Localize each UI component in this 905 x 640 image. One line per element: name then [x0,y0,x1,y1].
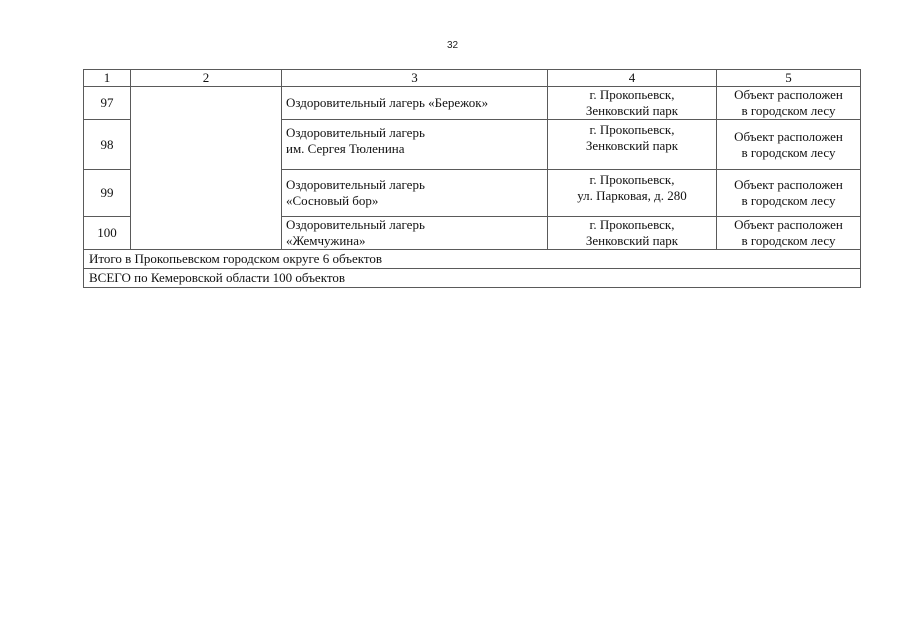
object-name [282,170,548,217]
object-note [717,217,861,250]
object-name [282,87,548,120]
object-name-line: им. Сергея Тюленина [286,141,405,156]
object-location [548,87,717,120]
subtotal-row [84,250,861,269]
note-line: Объект расположен [734,177,843,192]
note-line: Объект расположен [734,128,843,144]
object-name-line: Оздоровительный лагерь [286,217,425,232]
object-note [717,120,861,170]
object-note [717,87,861,120]
note-line: Объект расположен [734,217,843,232]
object-note [717,170,861,217]
object-name [282,120,548,170]
table-row [84,87,861,120]
location-line: Зенковский парк [585,103,679,118]
subtotal-text: Итого в Прокопьевском городском округе 6 объектов [84,250,861,269]
merged-municipality-cell [131,87,282,250]
object-name-line: Оздоровительный лагерь [286,125,425,140]
row-number: 97 [84,87,131,120]
row-number: 98 [84,120,131,170]
location-line: ул. Парковая, д. 280 [577,188,687,203]
header-col-1: 1 [84,70,131,87]
table-header-row [84,70,861,87]
location-line: Зенковский парк [585,233,679,248]
header-col-2: 2 [131,70,282,87]
location-line: г. Прокопьевск, [589,217,675,232]
object-location [548,170,717,217]
page-number: 32 [446,40,459,51]
object-name-line: Оздоровительный лагерь «Бережок» [286,95,489,110]
note-line: в городском лесу [741,233,836,248]
note-line: в городском лесу [741,144,836,160]
note-line: в городском лесу [741,193,836,208]
location-line: г. Прокопьевск, [589,87,675,102]
note-line: в городском лесу [741,103,836,118]
header-col-5: 5 [717,70,861,87]
location-line: г. Прокопьевск, [589,172,675,187]
header-col-3: 3 [282,70,548,87]
total-text: ВСЕГО по Кемеровской области 100 объектов [84,269,861,288]
objects-table [83,69,861,288]
object-name [282,217,548,250]
location-line: Зенковский парк [585,138,679,153]
header-col-4: 4 [548,70,717,87]
location-line: г. Прокопьевск, [589,122,675,137]
note-line: Объект расположен [734,87,843,102]
row-number: 100 [84,217,131,250]
total-row [84,269,861,288]
object-location [548,217,717,250]
object-location [548,120,717,170]
row-number: 99 [84,170,131,217]
object-name-line: Оздоровительный лагерь [286,177,425,192]
object-name-line: «Сосновый бор» [286,193,379,208]
object-name-line: «Жемчужина» [286,233,366,248]
